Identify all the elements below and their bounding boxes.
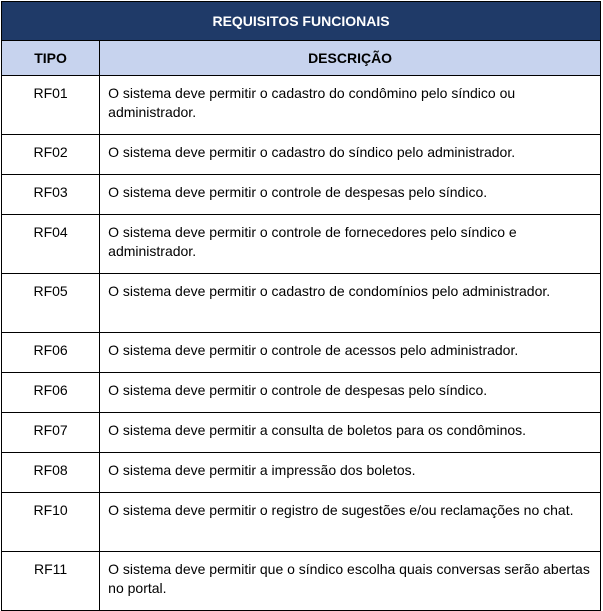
- row-tipo: RF08: [2, 453, 100, 493]
- row-tipo: RF01: [2, 76, 100, 135]
- header-descricao: DESCRIÇÃO: [100, 41, 601, 76]
- row-tipo: RF07: [2, 413, 100, 453]
- table-row: [2, 274, 601, 333]
- table-row: [2, 333, 601, 373]
- header-tipo: TIPO: [2, 41, 100, 76]
- table-row: [2, 135, 601, 175]
- row-tipo: RF06: [2, 333, 100, 373]
- title-row: [2, 2, 601, 41]
- row-descricao: O sistema deve permitir o controle de fornecedores pelo síndico e administrador.: [100, 215, 601, 274]
- header-row: [2, 41, 601, 76]
- row-descricao: O sistema deve permitir o cadastro do síndico pelo administrador.: [100, 135, 601, 175]
- row-tipo: RF05: [2, 274, 100, 333]
- table-row: [2, 215, 601, 274]
- row-descricao: O sistema deve permitir o cadastro do condômino pelo síndico ou administrador.: [100, 76, 601, 135]
- table-row: [2, 76, 601, 135]
- table-row: [2, 493, 601, 552]
- row-tipo: RF03: [2, 175, 100, 215]
- row-tipo: RF06: [2, 373, 100, 413]
- row-descricao: O sistema deve permitir a impressão dos boletos.: [100, 453, 601, 493]
- row-descricao: O sistema deve permitir o registro de sugestões e/ou reclamações no chat.: [100, 493, 601, 552]
- table-row: [2, 413, 601, 453]
- table-row: [2, 552, 601, 611]
- table-row: [2, 175, 601, 215]
- row-descricao: O sistema deve permitir que o síndico escolha quais conversas serão abertas no portal.: [100, 552, 601, 611]
- table-title: REQUISITOS FUNCIONAIS: [2, 2, 601, 41]
- requirements-table: [1, 1, 601, 611]
- row-tipo: RF11: [2, 552, 100, 611]
- row-descricao: O sistema deve permitir a consulta de boletos para os condôminos.: [100, 413, 601, 453]
- row-tipo: RF02: [2, 135, 100, 175]
- row-tipo: RF10: [2, 493, 100, 552]
- row-tipo: RF04: [2, 215, 100, 274]
- table-row: [2, 373, 601, 413]
- row-descricao: O sistema deve permitir o controle de despesas pelo síndico.: [100, 175, 601, 215]
- row-descricao: O sistema deve permitir o controle de acessos pelo administrador.: [100, 333, 601, 373]
- table-row: [2, 453, 601, 493]
- row-descricao: O sistema deve permitir o cadastro de condomínios pelo administrador.: [100, 274, 601, 333]
- row-descricao: O sistema deve permitir o controle de despesas pelo síndico.: [100, 373, 601, 413]
